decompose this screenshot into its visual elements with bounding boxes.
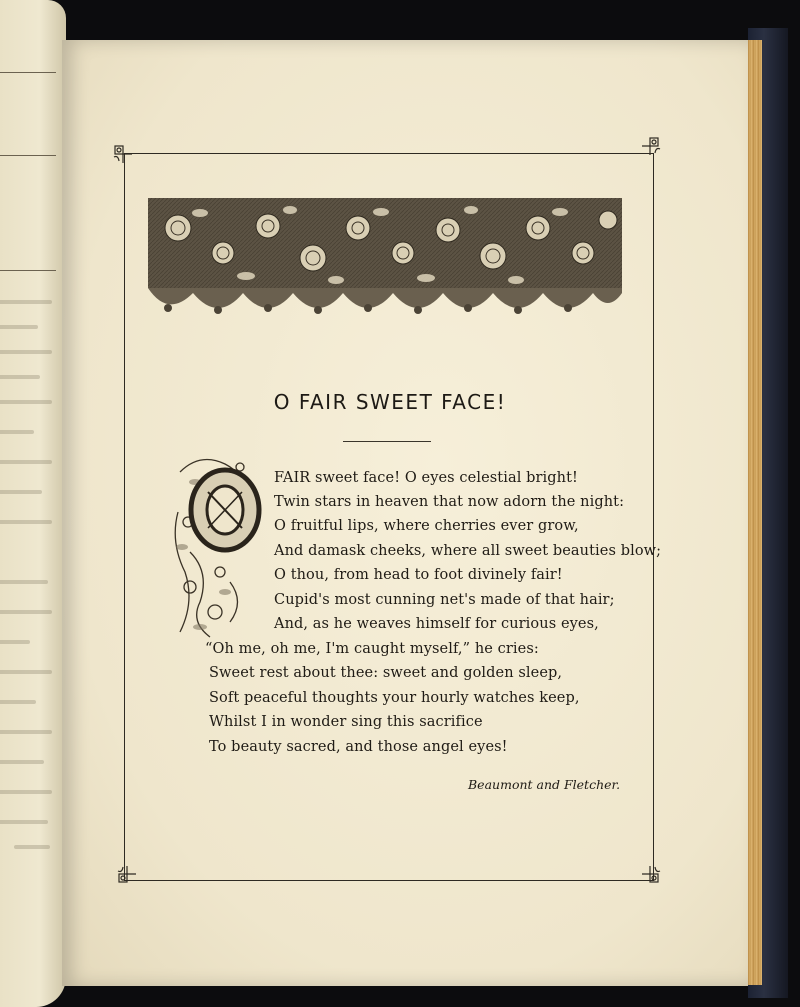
- facing-page-text-line: [0, 300, 52, 304]
- poem-title: O FAIR SWEET FACE!: [273, 390, 507, 414]
- facing-page-rule: [0, 155, 56, 156]
- facing-page-rule: [0, 72, 56, 73]
- facing-page-text-line: [0, 400, 52, 404]
- facing-page-text-line: [0, 375, 40, 379]
- attribution: Beaumont and Fletcher.: [468, 777, 621, 792]
- poem-line: Cupid's most cunning net's made of that hair;: [274, 592, 615, 608]
- poem-line: O fruitful lips, where cherries ever grow,: [274, 518, 579, 534]
- rose-garland-icon: [148, 198, 622, 326]
- facing-page-text-line: [0, 520, 52, 524]
- facing-page-text-line: [0, 490, 42, 494]
- facing-page-text-line: [0, 700, 36, 704]
- poem-line: FAIR sweet face! O eyes celestial bright!: [274, 470, 578, 486]
- facing-page-text-line: [0, 790, 52, 794]
- poem-line: Whilst I in wonder sing this sacrifice: [209, 714, 483, 730]
- title-divider: [343, 441, 431, 442]
- facing-page-text-line: [0, 325, 38, 329]
- facing-page-rule: [0, 270, 56, 271]
- poem-line: O thou, from head to foot divinely fair!: [274, 567, 563, 583]
- facing-page-text-line: [0, 430, 34, 434]
- facing-page-text-line: [14, 845, 50, 849]
- poem-line: To beauty sacred, and those angel eyes!: [209, 739, 508, 755]
- ornamental-corner-icon: [112, 143, 134, 165]
- poem-line: And damask cheeks, where all sweet beauties blow;: [274, 543, 662, 559]
- ornamental-corner-icon: [640, 864, 662, 886]
- ornamental-corner-icon: [116, 864, 138, 886]
- facing-page: [0, 0, 66, 1007]
- facing-page-text-line: [0, 670, 52, 674]
- facing-page-text-line: [0, 580, 48, 584]
- facing-page-text-line: [0, 460, 52, 464]
- facing-page-text-line: [0, 760, 44, 764]
- poem-line: Sweet rest about thee: sweet and golden sleep,: [209, 665, 563, 681]
- illuminated-initial-icon: [170, 452, 268, 640]
- facing-page-text-line: [0, 730, 52, 734]
- facing-page-text-line: [0, 640, 30, 644]
- ornamental-corner-icon: [640, 135, 662, 157]
- poem-line: “Oh me, oh me, I'm caught myself,” he cries:: [205, 641, 539, 657]
- poem-line: And, as he weaves himself for curious eyes,: [274, 616, 599, 632]
- poem-line: Twin stars in heaven that now adorn the night:: [274, 494, 625, 510]
- poem-line: Soft peaceful thoughts your hourly watches keep,: [209, 690, 580, 706]
- facing-page-text-line: [0, 820, 48, 824]
- facing-page-text-line: [0, 350, 52, 354]
- facing-page-text-line: [0, 610, 52, 614]
